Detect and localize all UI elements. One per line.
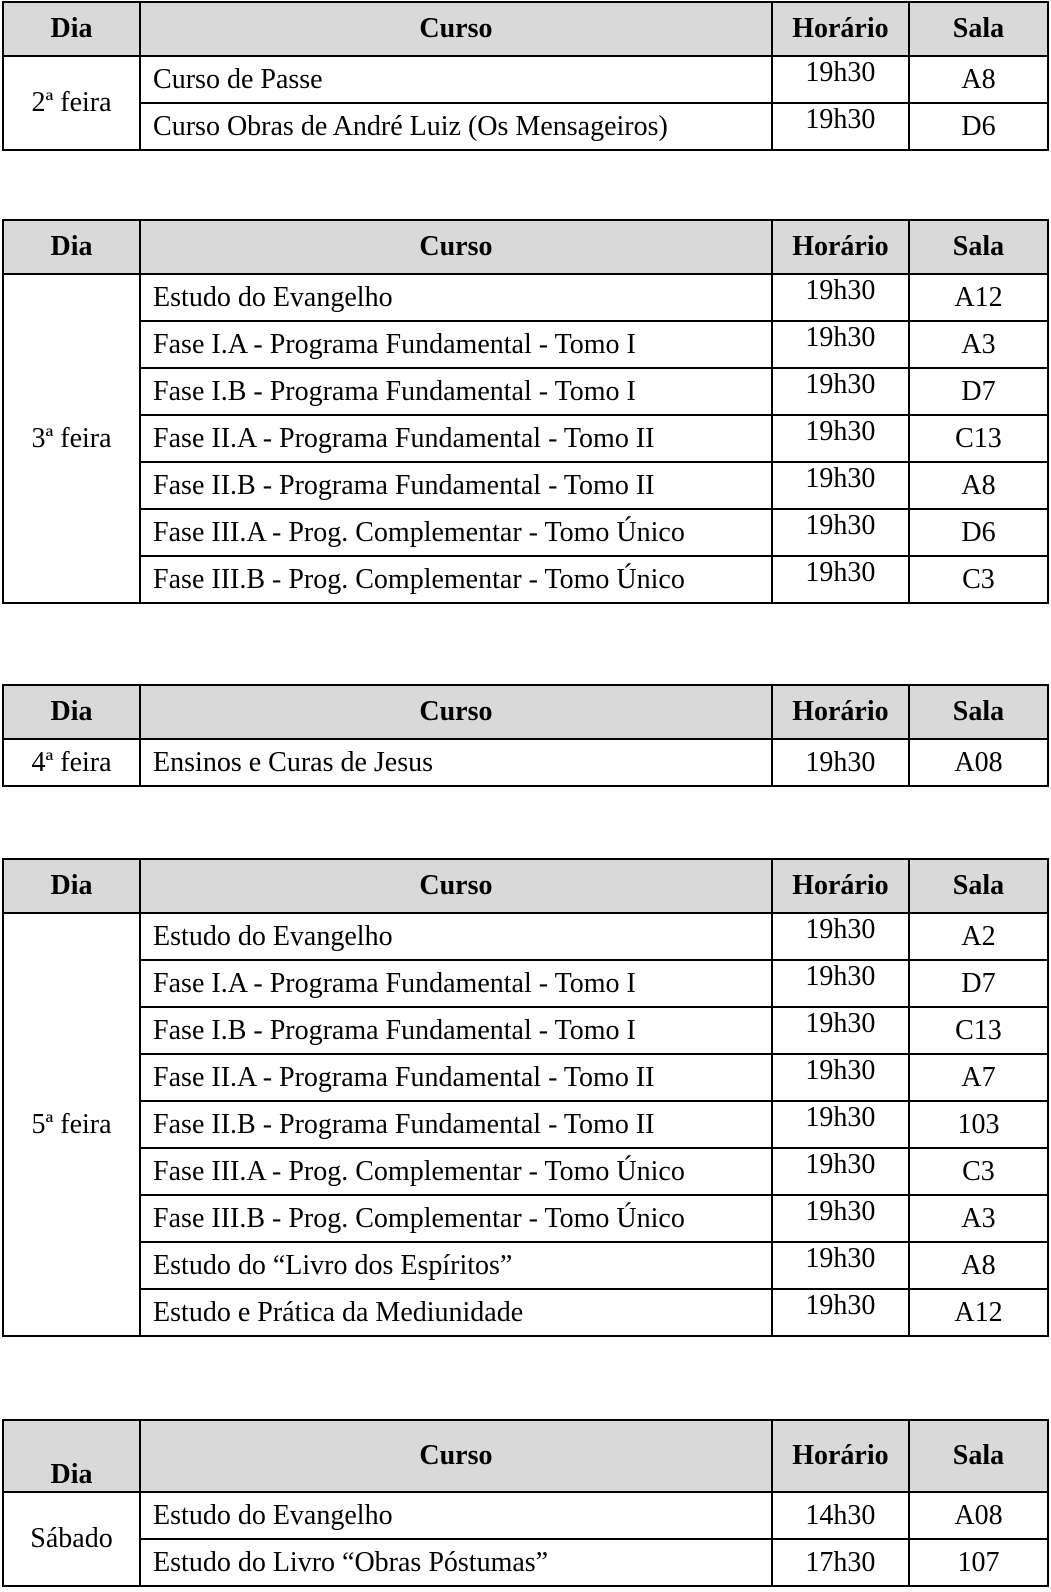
- time-cell: 19h30: [772, 274, 909, 321]
- room-cell: A8: [909, 1242, 1048, 1289]
- header-dia: Dia: [3, 220, 140, 274]
- header-horario: Horário: [772, 1420, 909, 1492]
- table-row: [3, 274, 1048, 321]
- room-cell: A12: [909, 274, 1048, 321]
- time-cell: 19h30: [772, 462, 909, 509]
- time-cell: 19h30: [772, 103, 909, 150]
- room-cell: A8: [909, 56, 1048, 103]
- table-row: [3, 1054, 1048, 1101]
- time-cell: 19h30: [772, 56, 909, 103]
- day-cell: 2ª feira: [3, 56, 140, 150]
- table-row: [3, 1148, 1048, 1195]
- table-row: [3, 103, 1048, 150]
- room-cell: D7: [909, 368, 1048, 415]
- table-row: [3, 1242, 1048, 1289]
- time-cell: 19h30: [772, 1242, 909, 1289]
- time-cell: 19h30: [772, 368, 909, 415]
- course-cell: Estudo do “Livro dos Espíritos”: [140, 1242, 772, 1289]
- table-row: [3, 368, 1048, 415]
- course-cell: Fase III.B - Prog. Complementar - Tomo Único: [140, 556, 772, 603]
- schedule-table-tuesday: [2, 219, 1049, 604]
- schedule-table-monday: [2, 1, 1049, 151]
- course-cell: Fase III.A - Prog. Complementar - Tomo Único: [140, 1148, 772, 1195]
- header-curso: Curso: [140, 685, 772, 739]
- room-cell: A08: [909, 739, 1048, 786]
- header-horario: Horário: [772, 2, 909, 56]
- time-cell: 19h30: [772, 1007, 909, 1054]
- header-curso: Curso: [140, 2, 772, 56]
- room-cell: C3: [909, 1148, 1048, 1195]
- table-row: [3, 1539, 1048, 1586]
- table-row: [3, 1101, 1048, 1148]
- course-cell: Fase III.B - Prog. Complementar - Tomo Único: [140, 1195, 772, 1242]
- course-cell: Fase III.A - Prog. Complementar - Tomo Único: [140, 509, 772, 556]
- table-row: [3, 913, 1048, 960]
- course-cell: Curso de Passe: [140, 56, 772, 103]
- schedule-table-saturday: [2, 1419, 1049, 1587]
- course-cell: Curso Obras de André Luiz (Os Mensageiros): [140, 103, 772, 150]
- course-cell: Estudo do Evangelho: [140, 913, 772, 960]
- course-cell: Fase II.A - Programa Fundamental - Tomo II: [140, 415, 772, 462]
- time-cell: 19h30: [772, 415, 909, 462]
- header-horario: Horário: [772, 685, 909, 739]
- time-cell: 19h30: [772, 1289, 909, 1336]
- course-cell: Fase I.A - Programa Fundamental - Tomo I: [140, 321, 772, 368]
- schedule-table-wednesday: [2, 684, 1049, 787]
- day-cell: 4ª feira: [3, 739, 140, 786]
- header-sala: Sala: [909, 2, 1048, 56]
- header-sala: Sala: [909, 220, 1048, 274]
- header-sala: Sala: [909, 1420, 1048, 1492]
- header-dia: Dia: [3, 685, 140, 739]
- room-cell: D7: [909, 960, 1048, 1007]
- time-cell: 19h30: [772, 1054, 909, 1101]
- time-cell: 19h30: [772, 913, 909, 960]
- day-cell: Sábado: [3, 1492, 140, 1586]
- header-dia: Dia: [3, 1420, 140, 1492]
- time-cell: 19h30: [772, 1101, 909, 1148]
- room-cell: D6: [909, 509, 1048, 556]
- course-cell: Fase II.A - Programa Fundamental - Tomo II: [140, 1054, 772, 1101]
- table-row: [3, 56, 1048, 103]
- header-row: [3, 2, 1048, 56]
- header-curso: Curso: [140, 859, 772, 913]
- day-cell: 3ª feira: [3, 274, 140, 603]
- course-cell: Estudo do Evangelho: [140, 1492, 772, 1539]
- room-cell: A8: [909, 462, 1048, 509]
- time-cell: 19h30: [772, 739, 909, 786]
- course-cell: Estudo do Evangelho: [140, 274, 772, 321]
- header-curso: Curso: [140, 220, 772, 274]
- course-cell: Ensinos e Curas de Jesus: [140, 739, 772, 786]
- header-horario: Horário: [772, 220, 909, 274]
- header-dia: Dia: [3, 859, 140, 913]
- room-cell: 107: [909, 1539, 1048, 1586]
- time-cell: 17h30: [772, 1539, 909, 1586]
- course-cell: Estudo e Prática da Mediunidade: [140, 1289, 772, 1336]
- header-row: [3, 1420, 1048, 1492]
- room-cell: C13: [909, 415, 1048, 462]
- table-row: [3, 1289, 1048, 1336]
- header-row: [3, 685, 1048, 739]
- time-cell: 19h30: [772, 556, 909, 603]
- schedule-table-thursday: [2, 858, 1049, 1337]
- header-dia: Dia: [3, 2, 140, 56]
- room-cell: C3: [909, 556, 1048, 603]
- room-cell: A2: [909, 913, 1048, 960]
- table-row: [3, 739, 1048, 786]
- header-horario: Horário: [772, 859, 909, 913]
- header-row: [3, 220, 1048, 274]
- time-cell: 19h30: [772, 960, 909, 1007]
- table-row: [3, 509, 1048, 556]
- table-row: [3, 462, 1048, 509]
- header-sala: Sala: [909, 685, 1048, 739]
- time-cell: 19h30: [772, 1148, 909, 1195]
- table-row: [3, 1492, 1048, 1539]
- table-row: [3, 321, 1048, 368]
- room-cell: A3: [909, 1195, 1048, 1242]
- time-cell: 19h30: [772, 321, 909, 368]
- header-curso: Curso: [140, 1420, 772, 1492]
- room-cell: A08: [909, 1492, 1048, 1539]
- table-row: [3, 1195, 1048, 1242]
- room-cell: 103: [909, 1101, 1048, 1148]
- table-row: [3, 960, 1048, 1007]
- room-cell: A3: [909, 321, 1048, 368]
- course-cell: Fase II.B - Programa Fundamental - Tomo II: [140, 1101, 772, 1148]
- table-row: [3, 415, 1048, 462]
- course-cell: Fase I.A - Programa Fundamental - Tomo I: [140, 960, 772, 1007]
- time-cell: 19h30: [772, 509, 909, 556]
- room-cell: C13: [909, 1007, 1048, 1054]
- room-cell: A12: [909, 1289, 1048, 1336]
- room-cell: D6: [909, 103, 1048, 150]
- course-cell: Fase I.B - Programa Fundamental - Tomo I: [140, 368, 772, 415]
- header-sala: Sala: [909, 859, 1048, 913]
- header-row: [3, 859, 1048, 913]
- day-cell: 5ª feira: [3, 913, 140, 1336]
- course-cell: Estudo do Livro “Obras Póstumas”: [140, 1539, 772, 1586]
- time-cell: 19h30: [772, 1195, 909, 1242]
- room-cell: A7: [909, 1054, 1048, 1101]
- course-cell: Fase II.B - Programa Fundamental - Tomo II: [140, 462, 772, 509]
- time-cell: 14h30: [772, 1492, 909, 1539]
- table-row: [3, 1007, 1048, 1054]
- course-cell: Fase I.B - Programa Fundamental - Tomo I: [140, 1007, 772, 1054]
- table-row: [3, 556, 1048, 603]
